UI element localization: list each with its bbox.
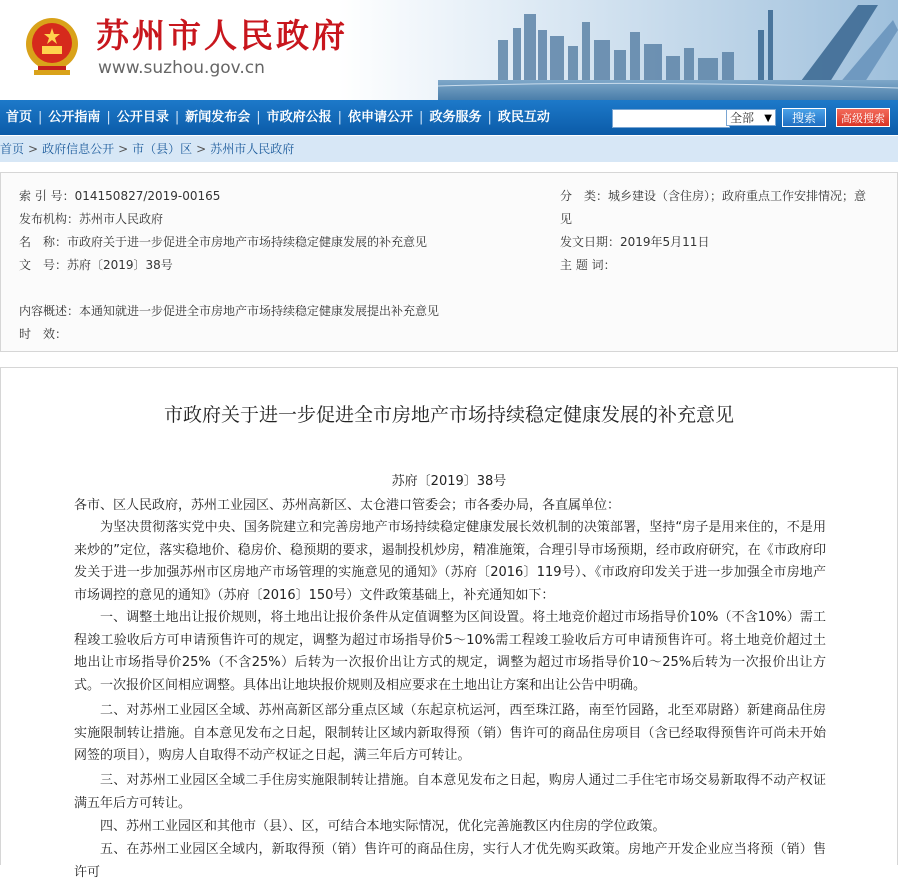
article-paragraph-2 <box>74 700 826 768</box>
paragraph-heading: 二、对苏州工业园区全域、苏州高新区部分重点区域（东起京杭运河，西至珠江路，南至竹园路，北至邓尉路）新建商品住房实施限制转让措施。 <box>74 703 826 741</box>
article-paragraph-4: 四、苏州工业园区和其他市（县）、区，可结合本地实际情况，优化完善施教区内住房的学位政策。 <box>100 819 666 834</box>
article-paragraph-3 <box>74 770 826 815</box>
city-skyline-banner <box>338 0 898 100</box>
meta-validity: 时 效： <box>19 327 68 341</box>
meta-category: 分 类：城乡建设（含住房）；政府重点工作安排情况；意 <box>560 189 867 203</box>
search-button[interactable]: 搜索 <box>782 108 826 127</box>
meta-summary: 内容概述：本通知就进一步促进全市房地产市场持续稳定健康发展提出补充意见 <box>19 304 440 318</box>
document-meta-box <box>0 172 898 352</box>
breadcrumb <box>0 136 898 162</box>
article-salutation: 各市、区人民政府，苏州工业园区、苏州高新区、太仓港口管委会；市各委办局，各直属单位： <box>74 498 621 513</box>
breadcrumb-city-gov[interactable]: 苏州市人民政府 <box>210 142 295 156</box>
meta-name: 名 称：市政府关于进一步促进全市房地产市场持续稳定健康发展的补充意见 <box>19 235 428 249</box>
breadcrumb-home[interactable]: 首页 <box>0 142 25 156</box>
nav-item-catalog[interactable]: 公开目录 <box>116 110 169 125</box>
search-scope-value: 全部 <box>730 111 755 125</box>
breadcrumb-separator: > <box>196 142 207 156</box>
paragraph-heading: 一、调整土地出让报价规则， <box>100 610 271 625</box>
chevron-down-icon: ▼ <box>764 113 772 124</box>
site-title[interactable]: 苏州市人民政府 <box>96 16 348 55</box>
paragraph-body: 自本意见发布之日起，限制转让区域内新取得预（销）售许可的商品住房项目（含已经取得预售许可尚未开始网签的项目），购房人自取得不动产权证之日起，满三年后方可转让。 <box>74 725 826 763</box>
meta-subject: 主 题 词： <box>560 258 616 272</box>
national-emblem-icon <box>24 16 80 78</box>
breadcrumb-districts[interactable]: 市（县）区 <box>132 142 193 156</box>
nav-item-home[interactable]: 首页 <box>6 110 33 125</box>
nav-separator: | <box>106 110 111 125</box>
nav-separator: | <box>419 110 424 125</box>
article-paragraph-intro: 为坚决贯彻落实党中央、国务院建立和完善房地产市场持续稳定健康发展长效机制的决策部署，坚持“房子是用来住的，不是用来炒的”定位，落实稳地价、稳房价、稳预期的要求，遏制投机炒房，精准施策，合理引导市场预期，经市政府研究，在《市政府印发关于进一步加强苏州市区房地产市场管理的实施意见的通知》（苏府〔2016〕119号）、《市政府印发关于进一步加强全市房地产市场调控的意见的通知》（苏府〔2016〕150号）文件政策基础上，补充通知如下： <box>74 520 826 603</box>
nav-item-request[interactable]: 依申请公开 <box>348 110 414 125</box>
advanced-search-button[interactable]: 高级搜索 <box>836 108 890 127</box>
paragraph-body: 将土地出让报价条件从定值调整为区间设置。将土地竞价超过市场指导价10%（不含10%）需工程竣工验收后方可申请预售许可的规定，调整为超过市场指导价5～10%需工程竣工验收后方可申请预售许可。将土地竞价超过土地出让市场指导价25%（不含25%）后转为一次报价出让方式的规定，调整为超过市场指导价10～25%后转为一次报价出让方式。一次报价区间相应调整。具体出让地块报价规则及相应要求在土地出让方案和出让公告中明确。 <box>74 610 826 693</box>
meta-doc-no: 文 号：苏府〔2019〕38号 <box>19 258 173 272</box>
nav-item-guide[interactable]: 公开指南 <box>48 110 101 125</box>
nav-separator: | <box>256 110 261 125</box>
nav-separator: | <box>487 110 492 125</box>
nav-item-press[interactable]: 新闻发布会 <box>185 110 251 125</box>
article-doc-no: 苏府〔2019〕38号 <box>391 474 507 489</box>
nav-item-bulletin[interactable]: 市政府公报 <box>266 110 332 125</box>
nav-item-interaction[interactable]: 政民互动 <box>497 110 550 125</box>
search-scope-select[interactable] <box>726 109 776 126</box>
nav-separator: | <box>337 110 343 125</box>
meta-category-cont: 见 <box>560 212 573 226</box>
paragraph-body: 自本意见发布之日起，购房人通过二手住宅市场交易新取得不动产权证满五年后方可转让。 <box>74 773 826 811</box>
breadcrumb-separator: > <box>118 142 129 156</box>
article-paragraph-5: 五、在苏州工业园区全域内，新取得预（销）售许可的商品住房，实行人才优先购买政策。房地产开发企业应当将预（销）售许可 <box>74 842 826 880</box>
site-header <box>0 0 898 100</box>
site-url: www.suzhou.gov.cn <box>98 58 265 78</box>
paragraph-heading: 三、对苏州工业园区全域二手住房实施限制转让措施。 <box>100 773 417 788</box>
article-paragraph-1 <box>74 607 826 697</box>
nav-item-services[interactable]: 政务服务 <box>429 110 482 125</box>
meta-index-no: 索 引 号：014150827/2019-00165 <box>19 189 221 203</box>
breadcrumb-info-disclosure[interactable]: 政府信息公开 <box>42 142 115 156</box>
meta-issue-date: 发文日期：2019年5月11日 <box>560 235 710 249</box>
article-title: 市政府关于进一步促进全市房地产市场持续稳定健康发展的补充意见 <box>163 404 734 426</box>
nav-separator: | <box>174 110 180 125</box>
breadcrumb-separator: > <box>28 142 39 156</box>
nav-separator: | <box>38 110 43 125</box>
meta-publisher: 发布机构：苏州市人民政府 <box>19 212 164 226</box>
search-input[interactable] <box>612 109 730 128</box>
